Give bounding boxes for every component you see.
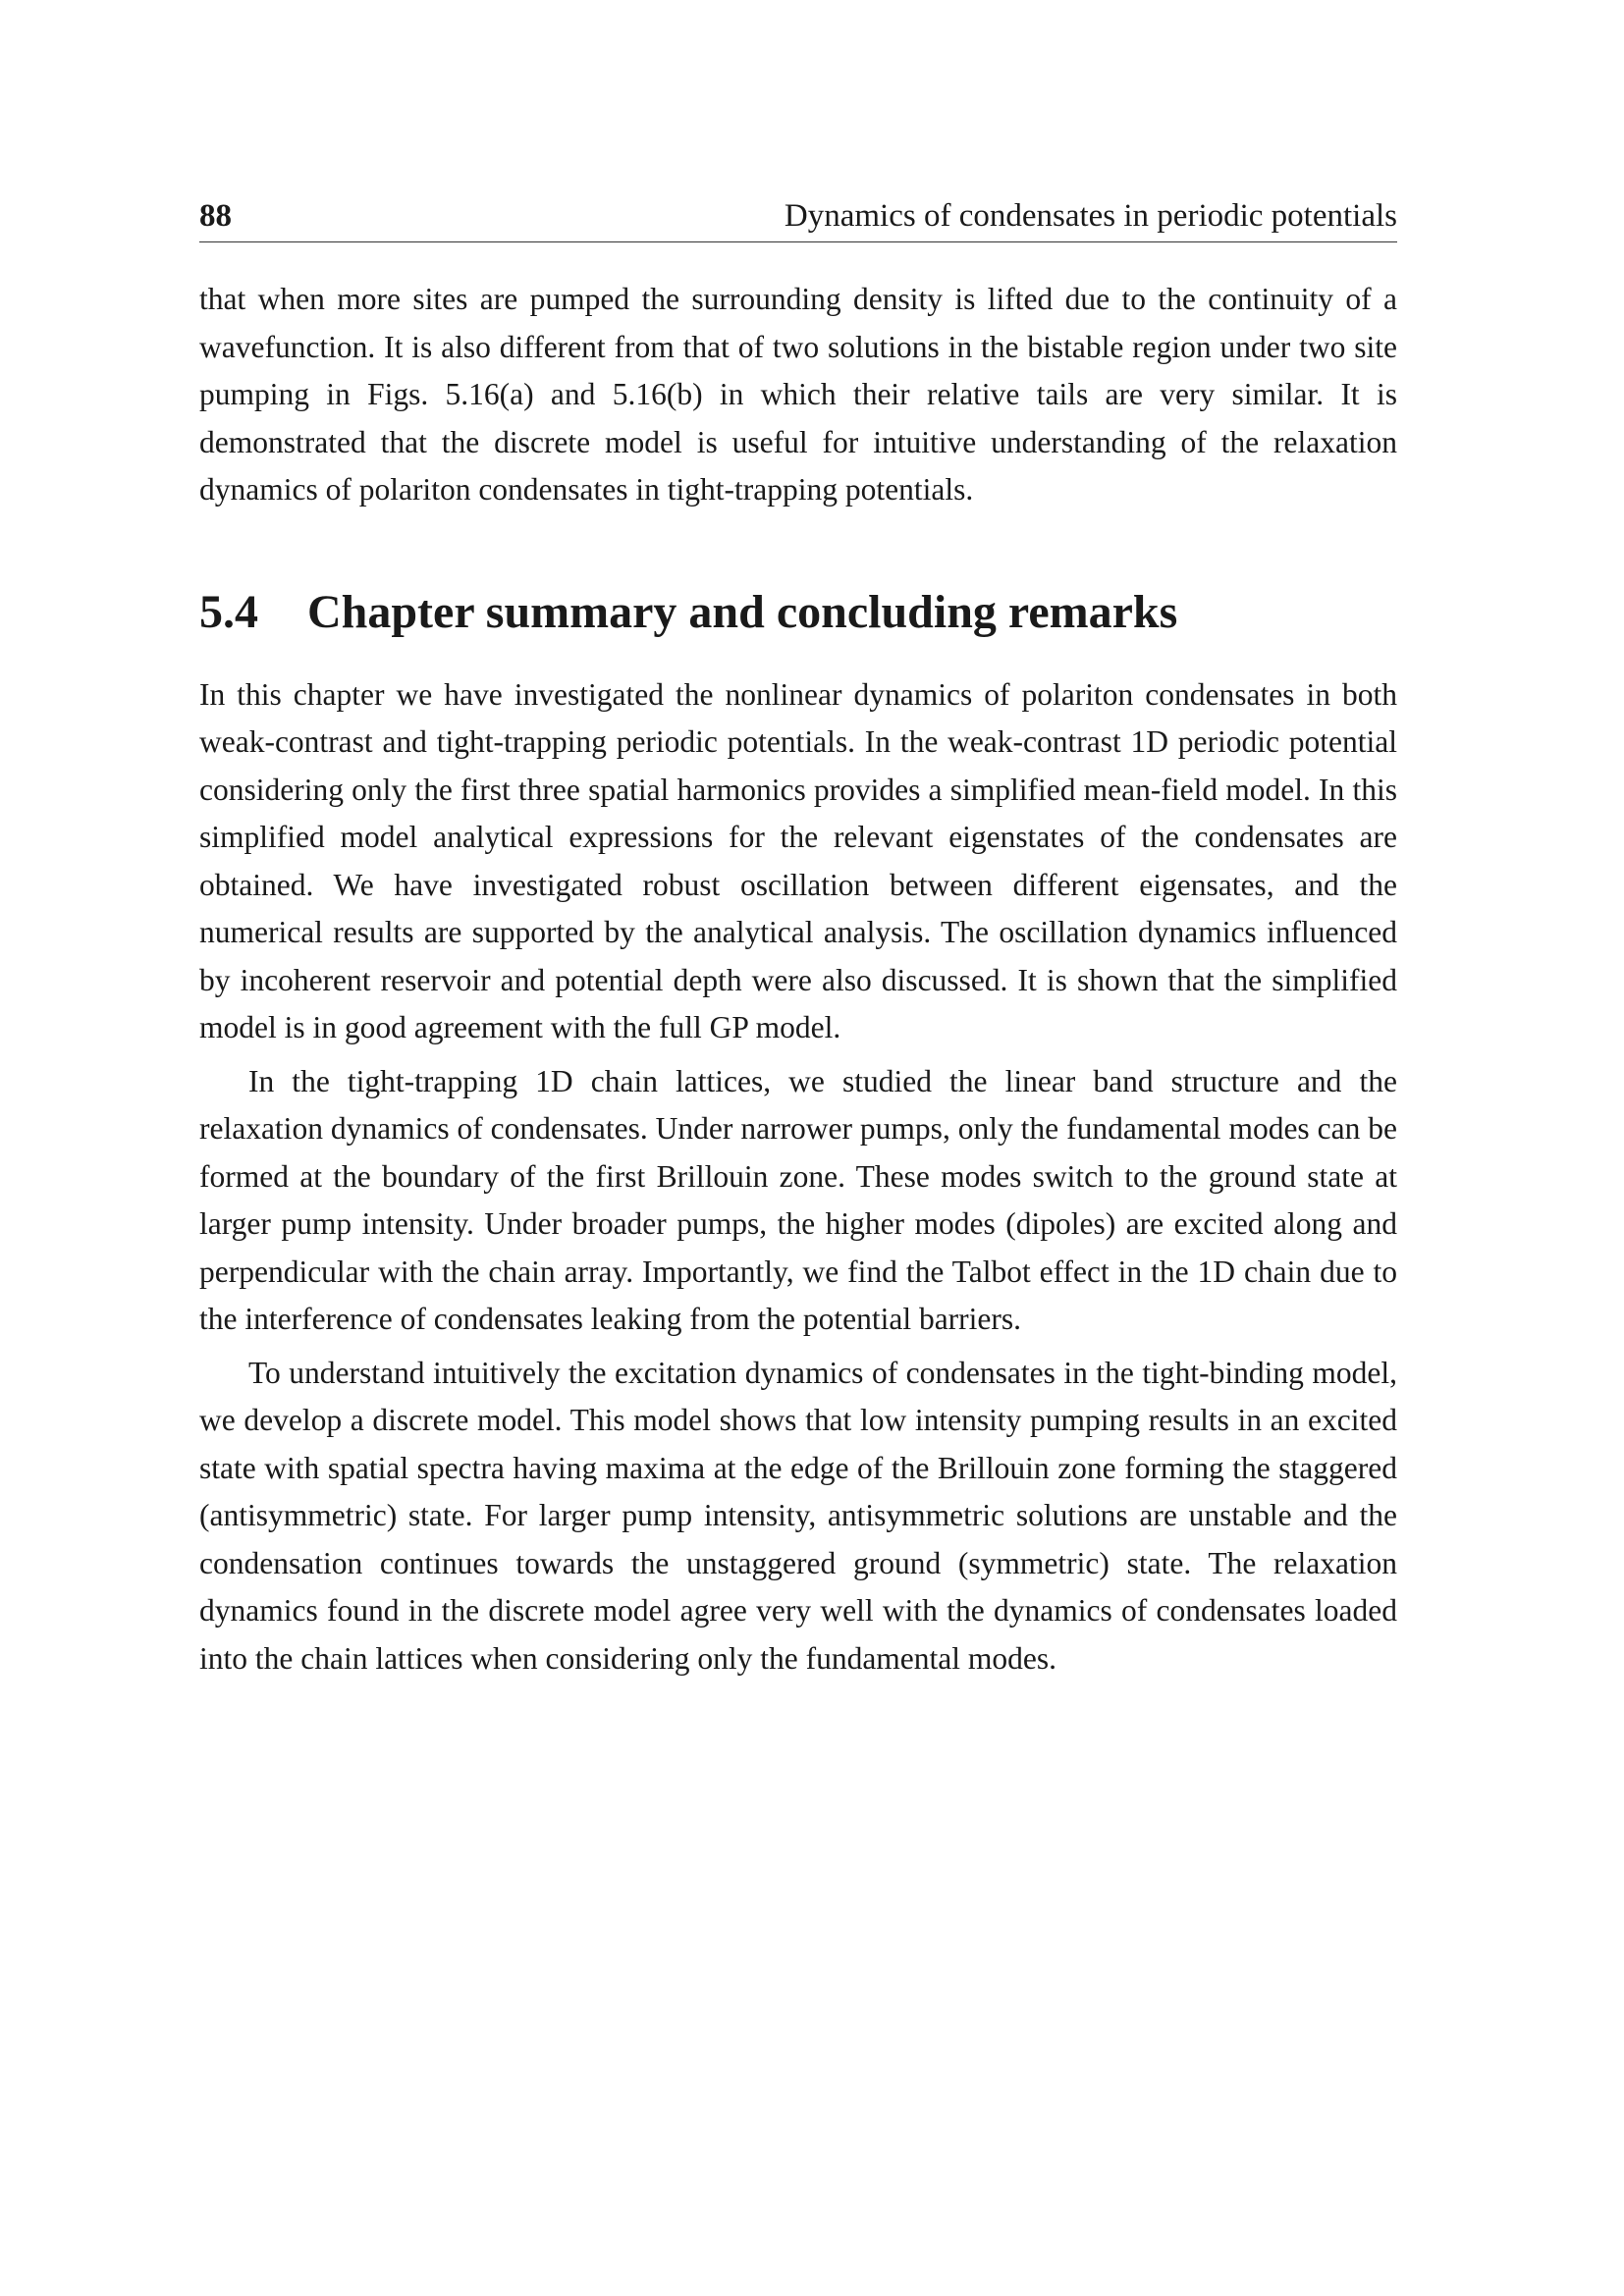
section-heading	[199, 585, 1397, 640]
summary-paragraph-2: In the tight-trapping 1D chain lattices, we studied the linear band structure and the relaxation dynamics of condensates. Under narrower pumps, only the fundamental modes can be formed at the boundary of the first Brillouin zone. These modes switch to the ground state at larger pump intensity. Under broader pumps, the higher modes (dipoles) are excited along and perpendicular with the chain array. Importantly, we find the Talbot effect in the 1D chain due to the interference of condensates leaking from the potential barriers.	[199, 1063, 1397, 1336]
running-header	[199, 196, 1397, 242]
section-title: Chapter summary and concluding remarks	[307, 585, 1178, 638]
summary-paragraph-1: In this chapter we have investigated the nonlinear dynamics of polariton condensates in both weak-contrast and tight-trapping periodic potentials. In the weak-contrast 1D periodic potential considering only the first three spatial harmonics provides a simplified mean-field model. In this simplified model analytical expressions for the relevant eigenstates of the condensates are obtained. We have investigated robust oscillation between different eigensates, and the numerical results are supported by the analytical analysis. The oscillation dynamics influenced by incoherent reservoir and potential depth were also discussed. It is shown that the simplified model is in good agreement with the full GP model.	[199, 676, 1397, 1044]
summary-paragraph-3: To understand intuitively the excitation dynamics of condensates in the tight-binding model, we develop a discrete model. This model shows that low intensity pumping results in an excited state with spatial spectra having maxima at the edge of the Brillouin zone forming the staggered (antisymmetric) state. For larger pump intensity, antisymmetric solutions are unstable and the condensation continues towards the unstaggered ground (symmetric) state. The relaxation dynamics found in the discrete model agree very well with the dynamics of condensates loaded into the chain lattices when considering only the fundamental modes.	[199, 1355, 1397, 1676]
intro-paragraph: that when more sites are pumped the surrounding density is lifted due to the continuity of a wavefunction. It is also different from that of two solutions in the bistable region under two site pumping in Figs. 5.16(a) and 5.16(b) in which their relative tails are very similar. It is demonstrated that the discrete model is useful for intuitive understanding of the relaxation dynamics of polariton condensates in tight-trapping potentials.	[199, 282, 1397, 507]
running-title: Dynamics of condensates in periodic potentials	[784, 198, 1397, 234]
page-content	[199, 196, 1397, 1682]
section-number: 5.4	[199, 585, 258, 638]
page-number: 88	[199, 198, 232, 234]
